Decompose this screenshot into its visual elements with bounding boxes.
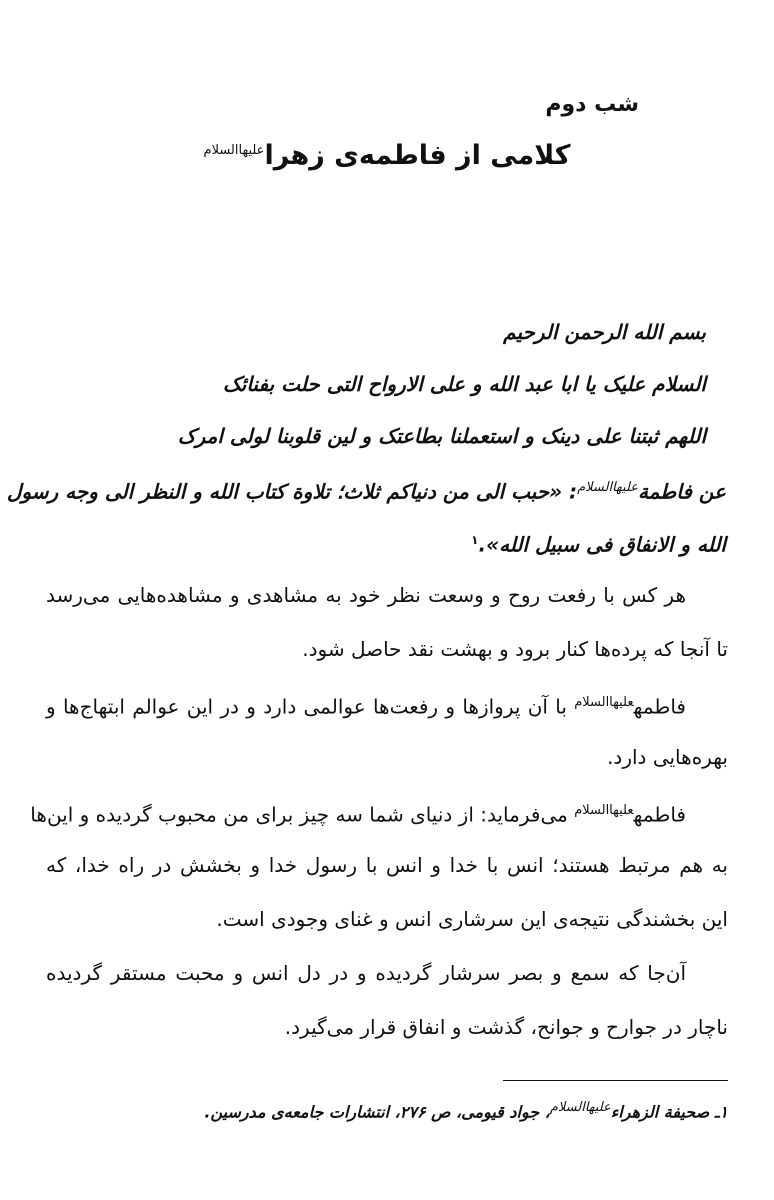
body-text bbox=[30, 568, 728, 1054]
paragraph-3-line-2: به هم مرتبط هستند؛ انس با خدا و انس با رسول خدا و بخشش در راه خدا، که bbox=[46, 853, 728, 877]
paragraph-3-text: می‌فرماید: از دنیای شما سه چیز برای من محبوب گردیده و این‌ها bbox=[30, 802, 575, 827]
arabic-line-dua: اللهم ثبتنا علی دینک و استعملنا بطاعتک و لین قلوبنا لولی امرک bbox=[177, 424, 706, 448]
footnote-source: صحیفة الزهراء bbox=[610, 1102, 715, 1122]
paragraph-3-line-3: این بخشندگی نتیجه‌ی این سرشاری انس و غنای وجودی است. bbox=[216, 907, 728, 931]
hadith-text: : «حبب الی من دنیاکم ثلاث؛ تلاوة کتاب الله و النظر الی وجه رسول bbox=[6, 479, 578, 504]
arabic-line-basmala: بسم الله الرحمن الرحیم bbox=[503, 320, 706, 344]
paragraph-2-text: با آن پروازها و رفعت‌ها عوالمی دارد و در این عوالم ابتهاج‌ها و bbox=[46, 694, 575, 719]
arabic-line-hadith-end bbox=[40, 514, 726, 566]
hadith-text-end: الله و الانفاق فی سبیل الله». bbox=[478, 532, 726, 557]
honorific-mark: علیهاالسلام bbox=[577, 480, 639, 495]
paragraph-4-line-1: آن‌جا که سمع و بصر سرشار گردیده و در دل انس و محبت مستقر گردیده bbox=[46, 961, 686, 985]
paragraph-1-line-2: تا آنجا که پرده‌ها کنار برود و بهشت نقد حاصل شود. bbox=[302, 637, 728, 661]
honorific-mark: علیهاالسلام bbox=[203, 143, 265, 158]
page-title bbox=[0, 140, 774, 171]
night-label: شب دوم bbox=[545, 92, 639, 117]
arabic-invocation-block bbox=[6, 306, 726, 566]
footnote bbox=[204, 1100, 728, 1121]
footnote-reference: ۱ bbox=[471, 533, 479, 547]
footnote-number: ۱ـ bbox=[714, 1102, 728, 1122]
honorific-mark: علیهاالسلام bbox=[574, 695, 634, 710]
paragraph-1-line-1: هر کس با رفعت روح و وسعت نظر خود به مشاهدی و مشاهده‌هایی می‌رسد bbox=[46, 583, 686, 607]
footnote-divider bbox=[503, 1080, 728, 1081]
arabic-line-hadith-start bbox=[6, 462, 726, 514]
footnote-details: ، جواد قیومی، ص ۲۷۶، انتشارات جامعه‌ی مدرسین. bbox=[204, 1102, 550, 1122]
hadith-prefix: عن فاطمة bbox=[638, 479, 726, 504]
paragraph-3-line-1 bbox=[30, 784, 728, 838]
paragraph-2-line-2: بهره‌هایی دارد. bbox=[607, 745, 728, 769]
honorific-mark: علیهاالسلام bbox=[549, 1100, 611, 1115]
paragraph-3-name: فاطمه bbox=[633, 802, 686, 827]
paragraph-2-name: فاطمه bbox=[633, 694, 686, 719]
arabic-line-salam: السلام علیک یا ابا عبد الله و علی الارواح التی حلت بفنائک bbox=[222, 372, 706, 396]
honorific-mark: علیهاالسلام bbox=[574, 803, 634, 818]
title-text: کلامی از فاطمه‌ی زهرا bbox=[264, 140, 571, 171]
paragraph-2-line-1 bbox=[46, 676, 728, 730]
paragraph-4-line-2: ناچار در جوارح و جوانح، گذشت و انفاق قرار می‌گیرد. bbox=[284, 1015, 728, 1039]
